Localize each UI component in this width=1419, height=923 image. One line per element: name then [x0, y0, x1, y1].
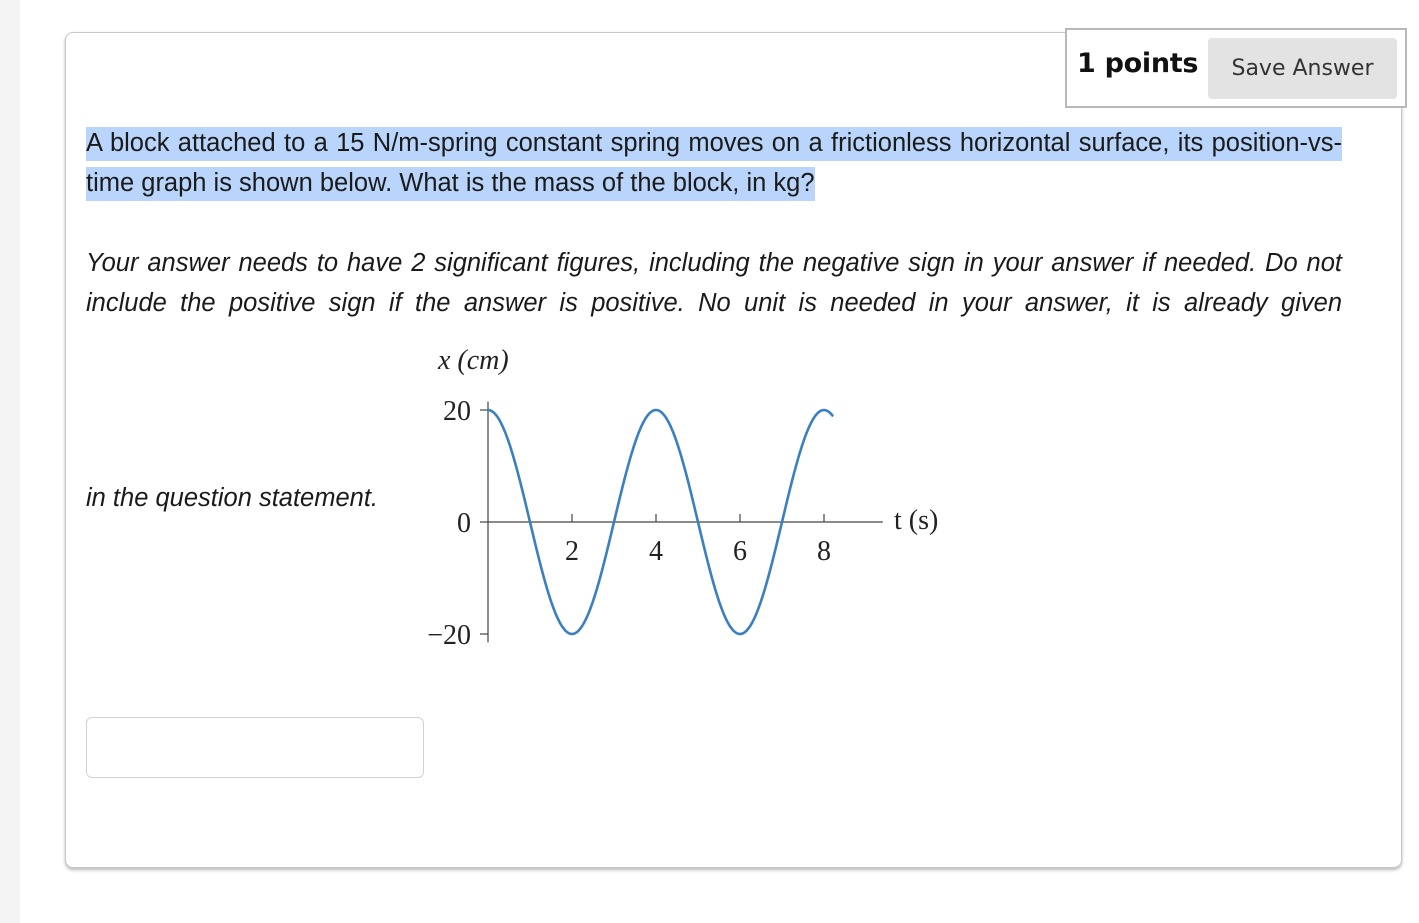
- points-label: 1 points: [1077, 48, 1199, 79]
- x-tick-label: 6: [733, 536, 747, 567]
- y-axis-label: x (cm): [438, 345, 509, 376]
- position-time-graph: [398, 336, 958, 666]
- answer-input[interactable]: [86, 717, 424, 778]
- y-tick-label: 0: [457, 508, 471, 539]
- answer-instructions-tail: in the question statement.: [86, 484, 379, 512]
- y-tick-label: 20: [443, 396, 471, 427]
- left-margin-strip: [0, 0, 20, 923]
- x-axis-label: t (s): [894, 505, 939, 536]
- points-header: [1065, 28, 1407, 108]
- x-tick-label: 8: [817, 536, 831, 567]
- x-tick-label: 4: [649, 536, 663, 567]
- question-text: [86, 123, 1342, 203]
- save-answer-button[interactable]: Save Answer: [1208, 38, 1397, 99]
- answer-instructions: Your answer needs to have 2 significant figures, including the negative sign in your answer if needed. Do not include the positive sign if the answer is positive. No unit is needed in your answer, it is already given: [86, 249, 1342, 317]
- x-tick-label: 2: [565, 536, 579, 567]
- y-tick-label: −20: [427, 620, 471, 651]
- question-text-highlighted: A block attached to a 15 N/m-spring constant spring moves on a frictionless horizontal surface, its position-vs-time graph is shown below. What is the mass of the block, in kg?: [86, 127, 1342, 201]
